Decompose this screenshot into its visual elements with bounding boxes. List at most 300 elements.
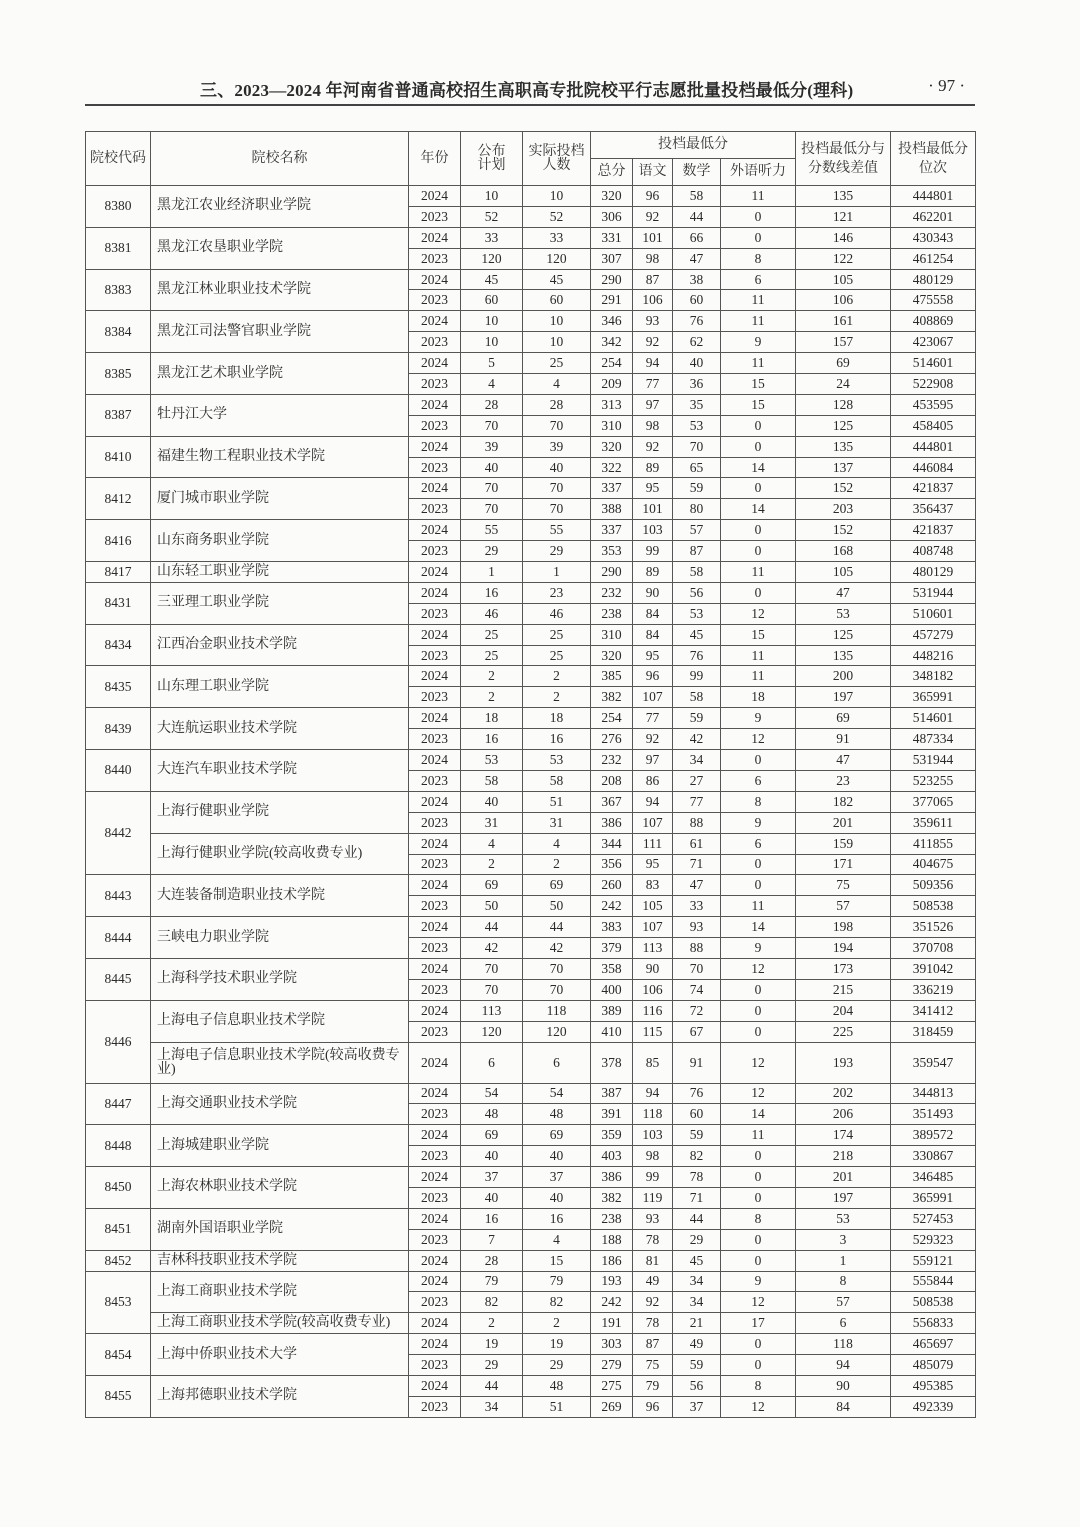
- rank-cell: 509356: [891, 875, 976, 896]
- chinese-cell: 87: [633, 269, 673, 290]
- rank-cell: 356437: [891, 499, 976, 520]
- chinese-cell: 96: [633, 186, 673, 207]
- diff-cell: 168: [796, 541, 891, 562]
- total-cell: 279: [591, 1355, 633, 1376]
- rank-cell: 462201: [891, 206, 976, 227]
- math-cell: 29: [673, 1229, 721, 1250]
- year-cell: 2023: [409, 1292, 461, 1313]
- year-cell: 2023: [409, 938, 461, 959]
- year-cell: 2024: [409, 1313, 461, 1334]
- actual-cell: 16: [523, 729, 591, 750]
- actual-cell: 2: [523, 854, 591, 875]
- plan-cell: 53: [461, 750, 523, 771]
- plan-cell: 120: [461, 248, 523, 269]
- school-code: 8454: [86, 1334, 151, 1376]
- math-cell: 91: [673, 1042, 721, 1083]
- school-code: 8416: [86, 520, 151, 562]
- year-cell: 2023: [409, 248, 461, 269]
- math-cell: 57: [673, 520, 721, 541]
- year-cell: 2023: [409, 1187, 461, 1208]
- chinese-cell: 87: [633, 1334, 673, 1355]
- math-cell: 56: [673, 582, 721, 603]
- plan-cell: 25: [461, 624, 523, 645]
- table-row: [86, 1271, 976, 1292]
- school-name: 黑龙江艺术职业学院: [151, 353, 409, 395]
- foreign-listening-cell: 0: [721, 1000, 796, 1021]
- diff-cell: 174: [796, 1125, 891, 1146]
- actual-cell: 46: [523, 603, 591, 624]
- chinese-cell: 115: [633, 1021, 673, 1042]
- rank-cell: 556833: [891, 1313, 976, 1334]
- table-row: [86, 436, 976, 457]
- math-cell: 36: [673, 374, 721, 395]
- total-cell: 383: [591, 917, 633, 938]
- rank-cell: 555844: [891, 1271, 976, 1292]
- math-cell: 74: [673, 979, 721, 1000]
- year-cell: 2024: [409, 227, 461, 248]
- actual-cell: 120: [523, 248, 591, 269]
- col-header-actual: 实际投档人数: [523, 132, 591, 186]
- math-cell: 60: [673, 290, 721, 311]
- diff-cell: 57: [796, 896, 891, 917]
- year-cell: 2024: [409, 1167, 461, 1188]
- school-code: 8383: [86, 269, 151, 311]
- actual-cell: 58: [523, 770, 591, 791]
- math-cell: 62: [673, 332, 721, 353]
- year-cell: 2023: [409, 645, 461, 666]
- plan-cell: 19: [461, 1334, 523, 1355]
- chinese-cell: 97: [633, 394, 673, 415]
- total-cell: 303: [591, 1334, 633, 1355]
- total-cell: 313: [591, 394, 633, 415]
- plan-cell: 4: [461, 833, 523, 854]
- rank-cell: 365991: [891, 687, 976, 708]
- rank-cell: 492339: [891, 1396, 976, 1417]
- actual-cell: 19: [523, 1334, 591, 1355]
- rank-cell: 336219: [891, 979, 976, 1000]
- year-cell: 2023: [409, 979, 461, 1000]
- foreign-listening-cell: 11: [721, 645, 796, 666]
- rank-cell: 408869: [891, 311, 976, 332]
- chinese-cell: 93: [633, 1208, 673, 1229]
- chinese-cell: 99: [633, 1167, 673, 1188]
- actual-cell: 53: [523, 750, 591, 771]
- total-cell: 320: [591, 186, 633, 207]
- diff-cell: 125: [796, 624, 891, 645]
- rank-cell: 359611: [891, 812, 976, 833]
- rank-cell: 453595: [891, 394, 976, 415]
- rank-cell: 514601: [891, 353, 976, 374]
- actual-cell: 40: [523, 1146, 591, 1167]
- school-code: 8431: [86, 582, 151, 624]
- year-cell: 2024: [409, 1334, 461, 1355]
- foreign-listening-cell: 0: [721, 1229, 796, 1250]
- diff-cell: 23: [796, 770, 891, 791]
- diff-cell: 152: [796, 478, 891, 499]
- school-code: 8410: [86, 436, 151, 478]
- diff-cell: 161: [796, 311, 891, 332]
- col-header-min-score: 投档最低分: [591, 132, 796, 159]
- actual-cell: 54: [523, 1083, 591, 1104]
- plan-cell: 50: [461, 896, 523, 917]
- chinese-cell: 77: [633, 374, 673, 395]
- math-cell: 47: [673, 248, 721, 269]
- total-cell: 386: [591, 1167, 633, 1188]
- school-name: 三峡电力职业学院: [151, 917, 409, 959]
- math-cell: 78: [673, 1167, 721, 1188]
- plan-cell: 52: [461, 206, 523, 227]
- foreign-listening-cell: 11: [721, 562, 796, 583]
- diff-cell: 118: [796, 1334, 891, 1355]
- chinese-cell: 107: [633, 812, 673, 833]
- diff-cell: 128: [796, 394, 891, 415]
- chinese-cell: 98: [633, 1146, 673, 1167]
- school-name: 上海农林职业技术学院: [151, 1167, 409, 1209]
- diff-cell: 171: [796, 854, 891, 875]
- school-name: 上海科学技术职业学院: [151, 958, 409, 1000]
- plan-cell: 4: [461, 374, 523, 395]
- year-cell: 2024: [409, 562, 461, 583]
- chinese-cell: 92: [633, 332, 673, 353]
- rank-cell: 408748: [891, 541, 976, 562]
- chinese-cell: 101: [633, 227, 673, 248]
- total-cell: 356: [591, 854, 633, 875]
- math-cell: 76: [673, 645, 721, 666]
- foreign-listening-cell: 14: [721, 499, 796, 520]
- foreign-listening-cell: 12: [721, 1042, 796, 1083]
- page-number: · 97 ·: [928, 76, 965, 95]
- rank-cell: 421837: [891, 478, 976, 499]
- actual-cell: 48: [523, 1375, 591, 1396]
- rank-cell: 444801: [891, 436, 976, 457]
- actual-cell: 69: [523, 1125, 591, 1146]
- rank-cell: 423067: [891, 332, 976, 353]
- table-row: [86, 1208, 976, 1229]
- table-row: [86, 1313, 976, 1334]
- chinese-cell: 94: [633, 791, 673, 812]
- year-cell: 2023: [409, 374, 461, 395]
- chinese-cell: 93: [633, 311, 673, 332]
- rank-cell: 377065: [891, 791, 976, 812]
- rank-cell: 514601: [891, 708, 976, 729]
- diff-cell: 157: [796, 332, 891, 353]
- rank-cell: 330867: [891, 1146, 976, 1167]
- math-cell: 33: [673, 896, 721, 917]
- diff-cell: 53: [796, 1208, 891, 1229]
- actual-cell: 33: [523, 227, 591, 248]
- school-name: 大连装备制造职业技术学院: [151, 875, 409, 917]
- col-header-chinese: 语文: [633, 159, 673, 186]
- actual-cell: 118: [523, 1000, 591, 1021]
- actual-cell: 29: [523, 541, 591, 562]
- actual-cell: 1: [523, 562, 591, 583]
- foreign-listening-cell: 0: [721, 1167, 796, 1188]
- table-row: [86, 958, 976, 979]
- actual-cell: 40: [523, 457, 591, 478]
- plan-cell: 5: [461, 353, 523, 374]
- chinese-cell: 106: [633, 979, 673, 1000]
- table-row: [86, 227, 976, 248]
- plan-cell: 7: [461, 1229, 523, 1250]
- chinese-cell: 113: [633, 938, 673, 959]
- chinese-cell: 94: [633, 353, 673, 374]
- actual-cell: 70: [523, 958, 591, 979]
- total-cell: 306: [591, 206, 633, 227]
- year-cell: 2023: [409, 1229, 461, 1250]
- chinese-cell: 78: [633, 1229, 673, 1250]
- foreign-listening-cell: 15: [721, 624, 796, 645]
- school-code: 8444: [86, 917, 151, 959]
- year-cell: 2024: [409, 186, 461, 207]
- table-row: [86, 311, 976, 332]
- math-cell: 65: [673, 457, 721, 478]
- school-code: 8447: [86, 1083, 151, 1125]
- school-name: 黑龙江农垦职业学院: [151, 227, 409, 269]
- actual-cell: 51: [523, 791, 591, 812]
- foreign-listening-cell: 12: [721, 958, 796, 979]
- chinese-cell: 116: [633, 1000, 673, 1021]
- diff-cell: 69: [796, 353, 891, 374]
- diff-cell: 203: [796, 499, 891, 520]
- diff-cell: 135: [796, 645, 891, 666]
- school-name: 湖南外国语职业学院: [151, 1208, 409, 1250]
- actual-cell: 45: [523, 269, 591, 290]
- total-cell: 238: [591, 603, 633, 624]
- math-cell: 44: [673, 206, 721, 227]
- diff-cell: 3: [796, 1229, 891, 1250]
- total-cell: 378: [591, 1042, 633, 1083]
- table-row: [86, 269, 976, 290]
- year-cell: 2024: [409, 520, 461, 541]
- plan-cell: 113: [461, 1000, 523, 1021]
- total-cell: 238: [591, 1208, 633, 1229]
- diff-cell: 90: [796, 1375, 891, 1396]
- rank-cell: 559121: [891, 1250, 976, 1271]
- year-cell: 2024: [409, 750, 461, 771]
- rank-cell: 348182: [891, 666, 976, 687]
- diff-cell: 47: [796, 582, 891, 603]
- math-cell: 21: [673, 1313, 721, 1334]
- actual-cell: 10: [523, 186, 591, 207]
- math-cell: 93: [673, 917, 721, 938]
- year-cell: 2024: [409, 269, 461, 290]
- foreign-listening-cell: 14: [721, 457, 796, 478]
- chinese-cell: 118: [633, 1104, 673, 1125]
- chinese-cell: 90: [633, 958, 673, 979]
- foreign-listening-cell: 0: [721, 1334, 796, 1355]
- total-cell: 276: [591, 729, 633, 750]
- foreign-listening-cell: 0: [721, 854, 796, 875]
- year-cell: 2024: [409, 791, 461, 812]
- plan-cell: 1: [461, 562, 523, 583]
- table-row: [86, 1000, 976, 1021]
- year-cell: 2024: [409, 624, 461, 645]
- total-cell: 320: [591, 645, 633, 666]
- year-cell: 2024: [409, 666, 461, 687]
- chinese-cell: 95: [633, 854, 673, 875]
- math-cell: 71: [673, 854, 721, 875]
- year-cell: 2023: [409, 541, 461, 562]
- diff-cell: 6: [796, 1313, 891, 1334]
- plan-cell: 69: [461, 1125, 523, 1146]
- actual-cell: 28: [523, 394, 591, 415]
- chinese-cell: 77: [633, 708, 673, 729]
- school-code: 8380: [86, 186, 151, 228]
- rank-cell: 351526: [891, 917, 976, 938]
- plan-cell: 34: [461, 1396, 523, 1417]
- school-name: 上海工商职业技术学院: [151, 1271, 409, 1313]
- plan-cell: 60: [461, 290, 523, 311]
- foreign-listening-cell: 0: [721, 750, 796, 771]
- table-row: [86, 750, 976, 771]
- foreign-listening-cell: 11: [721, 353, 796, 374]
- diff-cell: 122: [796, 248, 891, 269]
- school-name: 山东轻工职业学院: [151, 562, 409, 583]
- total-cell: 290: [591, 562, 633, 583]
- chinese-cell: 106: [633, 290, 673, 311]
- school-name: 上海电子信息职业技术学院: [151, 1000, 409, 1042]
- diff-cell: 137: [796, 457, 891, 478]
- math-cell: 99: [673, 666, 721, 687]
- total-cell: 342: [591, 332, 633, 353]
- diff-cell: 152: [796, 520, 891, 541]
- table-row: [86, 186, 976, 207]
- actual-cell: 52: [523, 206, 591, 227]
- plan-cell: 37: [461, 1167, 523, 1188]
- math-cell: 45: [673, 624, 721, 645]
- diff-cell: 125: [796, 415, 891, 436]
- total-cell: 209: [591, 374, 633, 395]
- math-cell: 58: [673, 562, 721, 583]
- table-row: [86, 1334, 976, 1355]
- foreign-listening-cell: 0: [721, 1146, 796, 1167]
- plan-cell: 6: [461, 1042, 523, 1083]
- foreign-listening-cell: 11: [721, 896, 796, 917]
- diff-cell: 106: [796, 290, 891, 311]
- foreign-listening-cell: 0: [721, 1187, 796, 1208]
- math-cell: 27: [673, 770, 721, 791]
- year-cell: 2024: [409, 1271, 461, 1292]
- diff-cell: 105: [796, 269, 891, 290]
- total-cell: 359: [591, 1125, 633, 1146]
- actual-cell: 70: [523, 979, 591, 1000]
- chinese-cell: 84: [633, 603, 673, 624]
- foreign-listening-cell: 9: [721, 332, 796, 353]
- school-name: 上海电子信息职业技术学院(较高收费专业): [151, 1042, 409, 1083]
- chinese-cell: 101: [633, 499, 673, 520]
- math-cell: 45: [673, 1250, 721, 1271]
- diff-cell: 200: [796, 666, 891, 687]
- foreign-listening-cell: 9: [721, 938, 796, 959]
- year-cell: 2024: [409, 1083, 461, 1104]
- total-cell: 389: [591, 1000, 633, 1021]
- actual-cell: 25: [523, 645, 591, 666]
- chinese-cell: 107: [633, 917, 673, 938]
- total-cell: 242: [591, 1292, 633, 1313]
- total-cell: 379: [591, 938, 633, 959]
- math-cell: 59: [673, 1125, 721, 1146]
- school-code: 8440: [86, 750, 151, 792]
- foreign-listening-cell: 12: [721, 603, 796, 624]
- school-name: 吉林科技职业技术学院: [151, 1250, 409, 1271]
- math-cell: 60: [673, 1104, 721, 1125]
- school-code: 8451: [86, 1208, 151, 1250]
- plan-cell: 70: [461, 499, 523, 520]
- math-cell: 88: [673, 938, 721, 959]
- math-cell: 59: [673, 708, 721, 729]
- math-cell: 70: [673, 958, 721, 979]
- school-name: 上海中侨职业技术大学: [151, 1334, 409, 1376]
- year-cell: 2024: [409, 353, 461, 374]
- table-row: [86, 582, 976, 603]
- rank-cell: 430343: [891, 227, 976, 248]
- plan-cell: 40: [461, 1187, 523, 1208]
- chinese-cell: 95: [633, 645, 673, 666]
- foreign-listening-cell: 8: [721, 791, 796, 812]
- actual-cell: 16: [523, 1208, 591, 1229]
- plan-cell: 70: [461, 415, 523, 436]
- rank-cell: 411855: [891, 833, 976, 854]
- year-cell: 2024: [409, 1375, 461, 1396]
- year-cell: 2024: [409, 582, 461, 603]
- chinese-cell: 96: [633, 1396, 673, 1417]
- col-header-rank: 投档最低分位次: [891, 132, 976, 186]
- school-code: 8384: [86, 311, 151, 353]
- plan-cell: 55: [461, 520, 523, 541]
- school-name: 大连航运职业技术学院: [151, 708, 409, 750]
- table-row: [86, 1250, 976, 1271]
- math-cell: 53: [673, 415, 721, 436]
- foreign-listening-cell: 17: [721, 1313, 796, 1334]
- col-header-plan: 公布计划: [461, 132, 523, 186]
- plan-cell: 70: [461, 478, 523, 499]
- total-cell: 242: [591, 896, 633, 917]
- rank-cell: 359547: [891, 1042, 976, 1083]
- chinese-cell: 90: [633, 582, 673, 603]
- plan-cell: 16: [461, 582, 523, 603]
- plan-cell: 40: [461, 1146, 523, 1167]
- year-cell: 2023: [409, 457, 461, 478]
- total-cell: 367: [591, 791, 633, 812]
- total-cell: 337: [591, 520, 633, 541]
- rank-cell: 485079: [891, 1355, 976, 1376]
- math-cell: 42: [673, 729, 721, 750]
- plan-cell: 29: [461, 541, 523, 562]
- plan-cell: 28: [461, 394, 523, 415]
- col-header-name: 院校名称: [151, 132, 409, 186]
- diff-cell: 135: [796, 186, 891, 207]
- foreign-listening-cell: 12: [721, 1292, 796, 1313]
- diff-cell: 57: [796, 1292, 891, 1313]
- table-row: [86, 917, 976, 938]
- school-code: 8417: [86, 562, 151, 583]
- foreign-listening-cell: 0: [721, 436, 796, 457]
- math-cell: 59: [673, 1355, 721, 1376]
- math-cell: 88: [673, 812, 721, 833]
- chinese-cell: 92: [633, 206, 673, 227]
- actual-cell: 2: [523, 1313, 591, 1334]
- chinese-cell: 94: [633, 1083, 673, 1104]
- year-cell: 2023: [409, 603, 461, 624]
- actual-cell: 40: [523, 1187, 591, 1208]
- rank-cell: 523255: [891, 770, 976, 791]
- school-code: 8452: [86, 1250, 151, 1271]
- total-cell: 391: [591, 1104, 633, 1125]
- diff-cell: 197: [796, 1187, 891, 1208]
- math-cell: 82: [673, 1146, 721, 1167]
- chinese-cell: 95: [633, 478, 673, 499]
- school-name: 山东理工职业学院: [151, 666, 409, 708]
